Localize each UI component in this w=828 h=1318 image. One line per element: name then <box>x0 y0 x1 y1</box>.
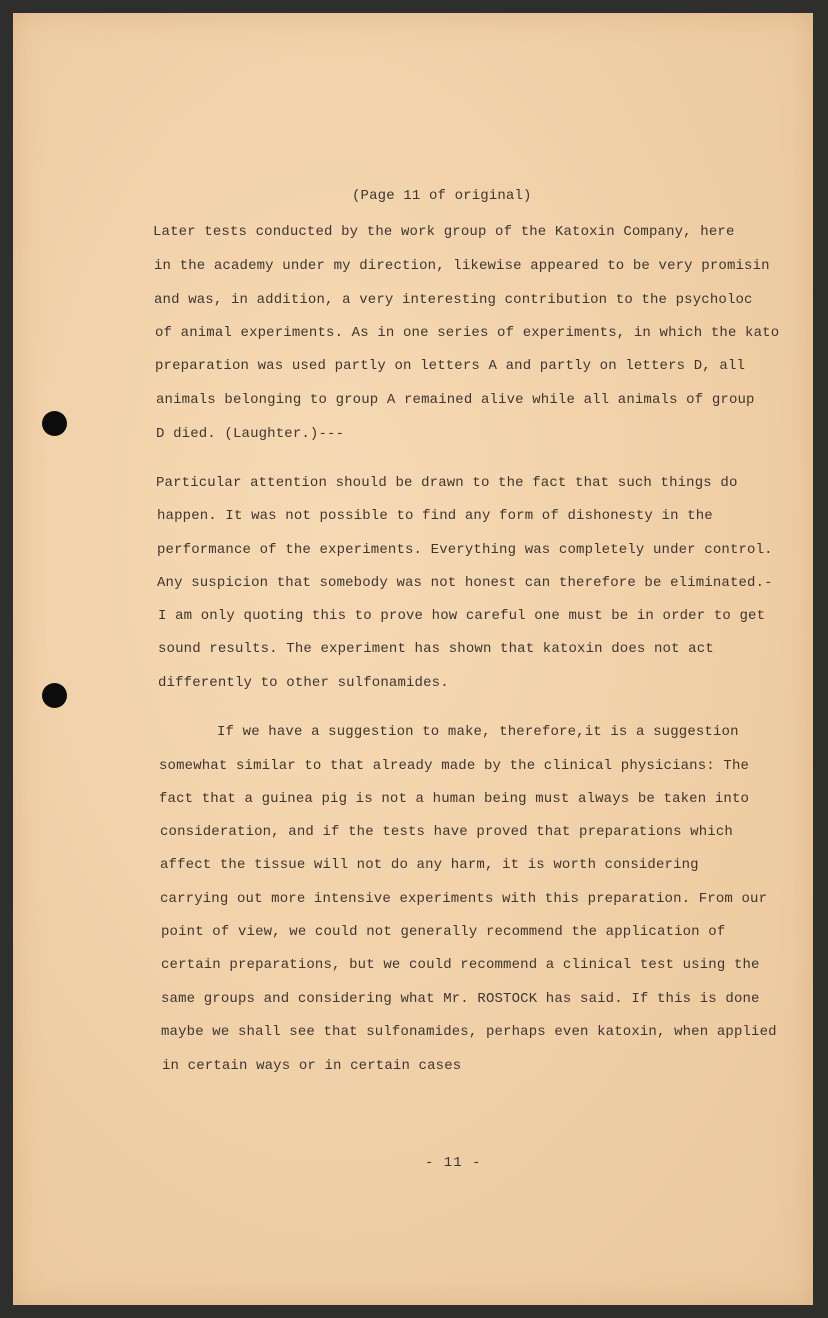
paragraph-2-line-6: sound results. The experiment has shown that katoxin does not act <box>158 641 714 657</box>
punch-hole-top <box>42 411 67 436</box>
paragraph-3-line-4: consideration, and if the tests have proved that preparations which <box>160 824 733 840</box>
paragraph-1-line-6: animals belonging to group A remained alive while all animals of group <box>156 392 755 408</box>
paragraph-2-line-4: Any suspicion that somebody was not honest can therefore be eliminated.- <box>157 575 773 591</box>
paragraph-3-line-10: maybe we shall see that sulfonamides, perhaps even katoxin, when applied <box>161 1024 777 1040</box>
paragraph-3-line-2: somewhat similar to that already made by the clinical physicians: The <box>159 758 750 774</box>
paragraph-1-line-5: preparation was used partly on letters A and partly on letters D, all <box>155 358 746 374</box>
paragraph-3-line-6: carrying out more intensive experiments with this preparation. From our <box>160 891 768 907</box>
paragraph-1-line-2: in the academy under my direction, likewise appeared to be very promisin <box>154 258 770 274</box>
paragraph-3-line-11: in certain ways or in certain cases <box>162 1058 462 1074</box>
paragraph-2-line-1: Particular attention should be drawn to the fact that such things do <box>156 475 738 491</box>
paragraph-2-line-5: I am only quoting this to prove how careful one must be in order to get <box>158 608 766 624</box>
paragraph-2-line-3: performance of the experiments. Everything was completely under control. <box>157 542 773 558</box>
paragraph-1-line-4: of animal experiments. As in one series of experiments, in which the kato <box>155 325 780 341</box>
paragraph-1-line-1: Later tests conducted by the work group of the Katoxin Company, here <box>153 224 735 240</box>
paragraph-3-line-1: If we have a suggestion to make, therefore,it is a suggestion <box>217 724 739 740</box>
paragraph-3-line-3: fact that a guinea pig is not a human being must always be taken into <box>159 791 750 807</box>
paragraph-3-line-9: same groups and considering what Mr. ROSTOCK has said. If this is done <box>161 991 760 1007</box>
paper-sheet <box>13 13 813 1305</box>
paragraph-1-line-7: D died. (Laughter.)--- <box>156 426 345 442</box>
paragraph-3-line-7: point of view, we could not generally recommend the application of <box>161 924 726 940</box>
paragraph-1-line-3: and was, in addition, a very interesting contribution to the psycholoc <box>154 292 753 308</box>
punch-hole-bottom <box>42 683 67 708</box>
paragraph-2-line-2: happen. It was not possible to find any form of dishonesty in the <box>157 508 713 524</box>
page-heading: (Page 11 of original) <box>352 188 532 204</box>
paragraph-3-line-5: affect the tissue will not do any harm, it is worth considering <box>160 857 699 873</box>
paragraph-2-line-7: differently to other sulfonamides. <box>158 675 449 691</box>
paragraph-3-line-8: certain preparations, but we could recommend a clinical test using the <box>161 957 760 973</box>
page-number: - 11 - <box>425 1155 482 1171</box>
